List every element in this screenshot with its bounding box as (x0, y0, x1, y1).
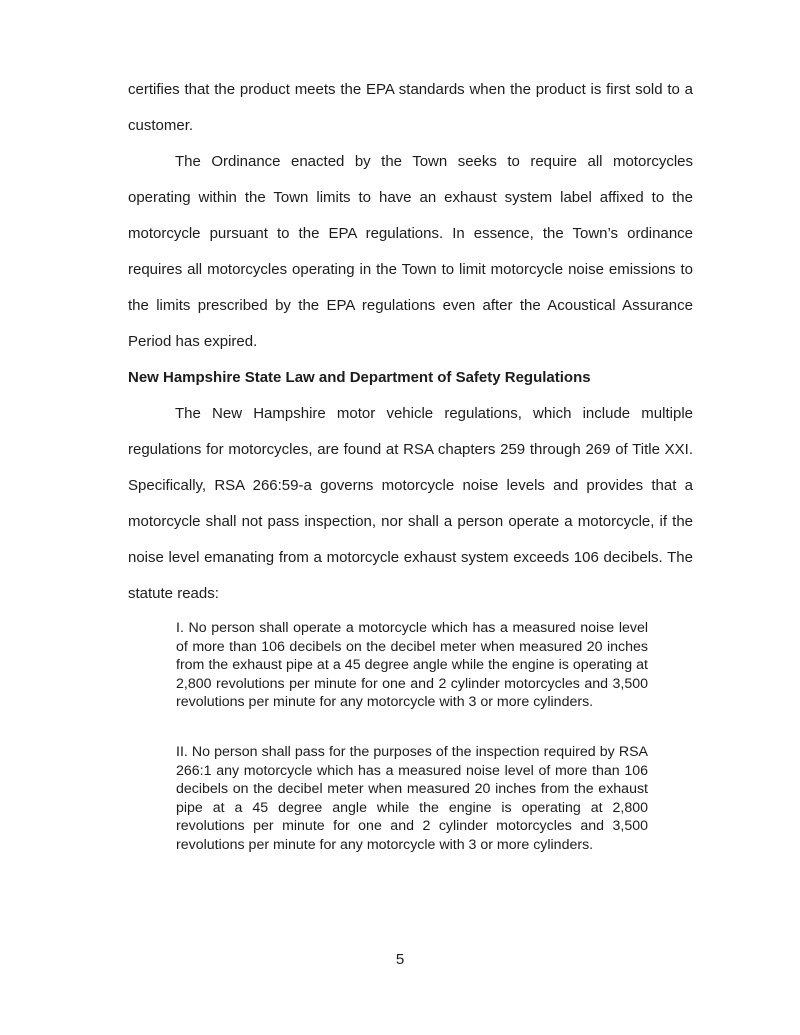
body-paragraph: certifies that the product meets the EPA standards when the product is first sold to a customer. (128, 81, 693, 134)
section-heading: New Hampshire State Law and Department of Safety Regulations (128, 369, 591, 386)
block-quote: II. No person shall pass for the purposes of the inspection required by RSA 266:1 any motorcycle which has a measured noise level of more than 106 decibels on the decibel meter when measured 20 inches from the exhaust pipe at a 45 degree angle while the engine is operating at 2,800 revolutions per minute for one and 2 cylinder motorcycles and 3,500 revolutions per minute for any motorcycle with 3 or more cylinders. (176, 744, 648, 853)
body-paragraph: The Ordinance enacted by the Town seeks to require all motorcycles operating within the Town limits to have an exhaust system label affixed to the motorcycle pursuant to the EPA regulations. In essence, the Town’s ordinance requires all motorcycles operating in the Town to limit motorcycle noise emissions to the limits prescribed by the EPA regulations even after the Acoustical Assurance Period has expired. (128, 153, 693, 350)
page-number: 5 (395, 951, 405, 968)
body-paragraph: The New Hampshire motor vehicle regulations, which include multiple regulations for motorcycles, are found at RSA chapters 259 through 269 of Title XXI. Specifically, RSA 266:59-a governs motorcycle noise levels and provides that a motorcycle shall not pass inspection, nor shall a person operate a motorcycle, if the noise level emanating from a motorcycle exhaust system exceeds 106 decibels. The statute reads: (128, 405, 693, 602)
block-quote: I. No person shall operate a motorcycle which has a measured noise level of more than 106 decibels on the decibel meter when measured 20 inches from the exhaust pipe at a 45 degree angle while the engine is operating at 2,800 revolutions per minute for one and 2 cylinder motorcycles and 3,500 revolutions per minute for any motorcycle with 3 or more cylinders. (176, 620, 648, 710)
